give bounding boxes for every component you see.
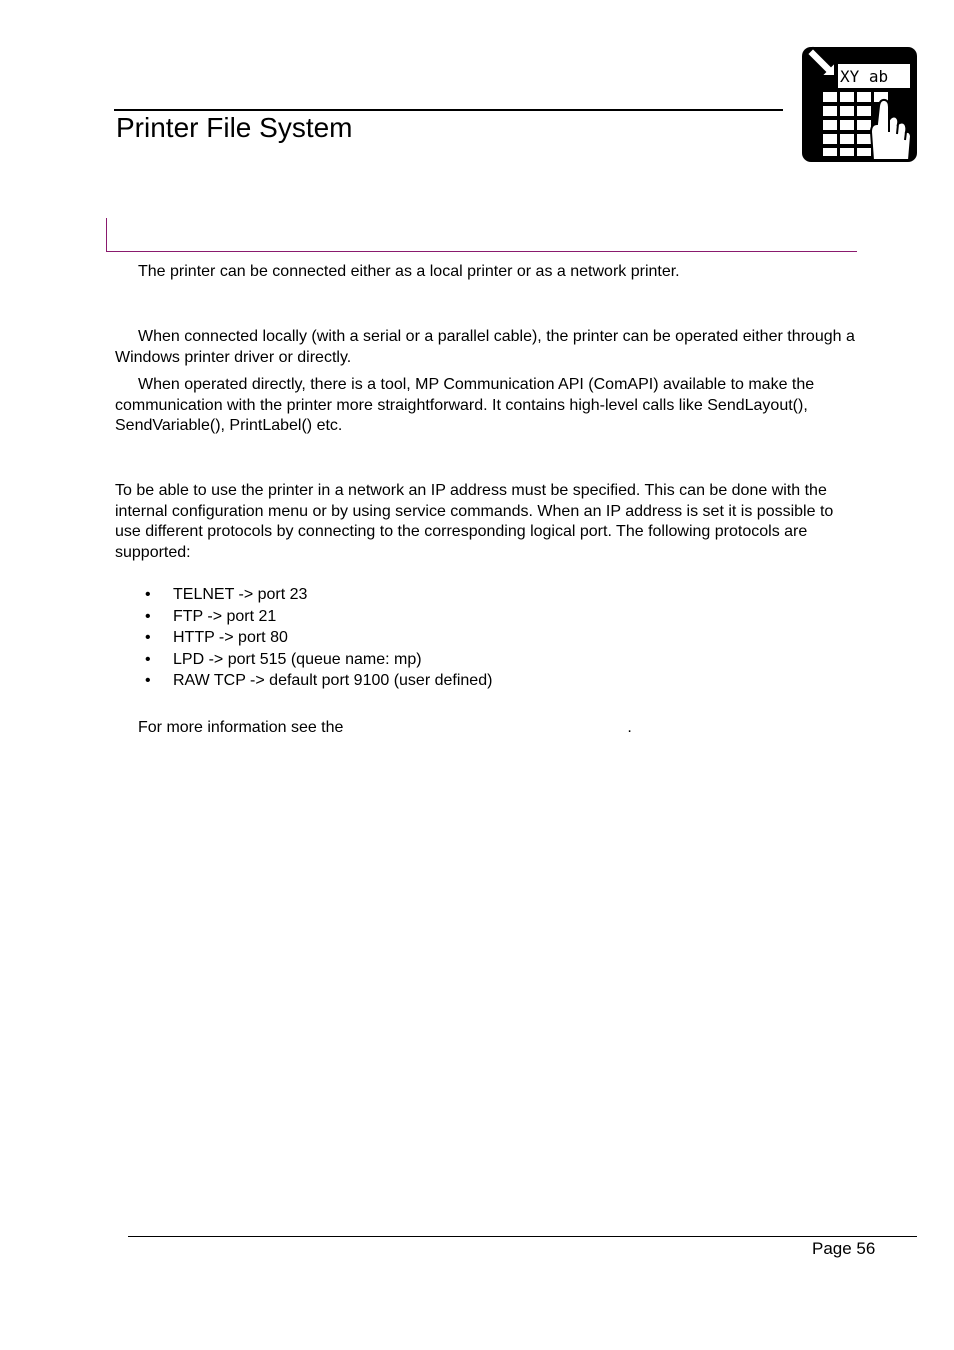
page-number: Page 56 (812, 1239, 876, 1258)
list-item: • LPD -> port 515 (queue name: mp) (145, 649, 492, 671)
more-info-line (138, 718, 878, 739)
page-title: Printer File System (116, 112, 353, 143)
bullet: • (145, 607, 151, 625)
bullet: • (145, 629, 151, 646)
comapi-paragraph: When operated directly, there is a tool, MP Communication API (ComAPI) available to make the communication with the printer more straightforward. It contains high-level calls like SendLayout(), SendVariable(), PrintLabel() etc. (115, 376, 815, 434)
keypad-hand-icon (801, 46, 918, 163)
bullet: • (145, 586, 151, 603)
intro-paragraph: The printer can be connected either as a local printer or as a network printer. (138, 263, 680, 280)
bullet: • (145, 650, 151, 668)
network-paragraph: To be able to use the printer in a network an IP address must be specified. This can be done with the internal configuration menu or by using service commands. When an IP address is set it is possible to use different protocols by connecting to the corresponding logical port. The following protocols are supported: (115, 482, 834, 561)
local-connection-paragraph: When connected locally (with a serial or a parallel cable), the printer can be operated either through a Windows printer driver or directly. (115, 328, 855, 366)
protocol-list (145, 584, 492, 692)
more-info-suffix: . (627, 719, 632, 736)
list-item: • TELNET -> port 23 (145, 584, 492, 606)
more-info-prefix: For more information see the (138, 719, 344, 736)
list-item: • FTP -> port 21 (145, 606, 492, 628)
footer-rule (128, 1236, 917, 1237)
section-heading-frame (106, 218, 857, 252)
logo-text: XY ab (840, 67, 889, 86)
list-item: • RAW TCP -> default port 9100 (user defined) (145, 670, 492, 692)
list-item: • HTTP -> port 80 (145, 627, 492, 649)
bullet: • (145, 672, 151, 689)
